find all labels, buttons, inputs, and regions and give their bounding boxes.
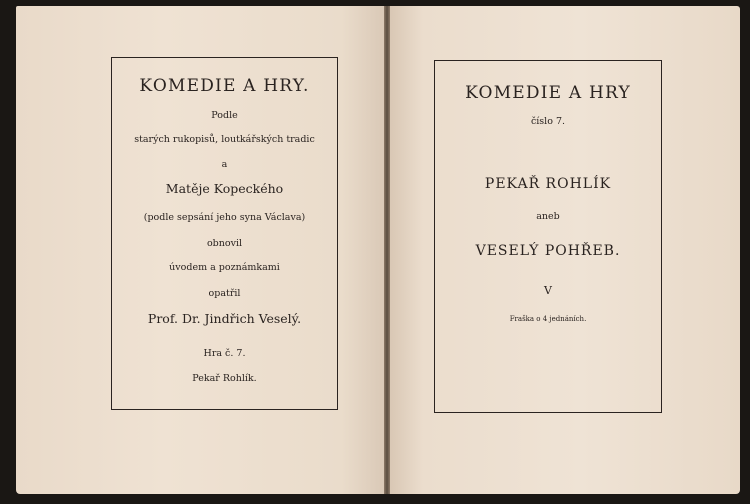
play-title: PEKAŘ ROHLÍK [484, 176, 612, 192]
left-title-frame [111, 57, 338, 410]
credit-line: úvodem a poznámkami [169, 262, 280, 273]
conjunction: aneb [536, 211, 560, 222]
play-subtitle: VESELÝ POHŘEB. [475, 243, 621, 259]
credit-line: opatřil [208, 288, 241, 299]
credit-line: a [221, 159, 228, 170]
credit-line: starých rukopisů, loutkářských tradic [134, 134, 315, 145]
series-title: KOMEDIE A HRY [465, 83, 631, 103]
credit-line: Podle [211, 110, 238, 121]
credit-line: (podle sepsání jeho syna Václava) [143, 212, 306, 223]
series-number: číslo 7. [530, 116, 566, 127]
book-gutter [384, 6, 390, 494]
editor-name: Prof. Dr. Jindřich Veselý. [147, 311, 302, 326]
genre-line: Fraška o 4 jednáních. [509, 315, 587, 323]
author-name: Matěje Kopeckého [165, 181, 284, 196]
right-title-frame [434, 60, 662, 413]
credit-line: obnovil [206, 238, 243, 249]
series-title: KOMEDIE A HRY. [139, 76, 310, 96]
play-number: Hra č. 7. [203, 348, 246, 359]
ornament-mark: V [544, 284, 552, 297]
play-name: Pekař Rohlík. [192, 373, 257, 384]
